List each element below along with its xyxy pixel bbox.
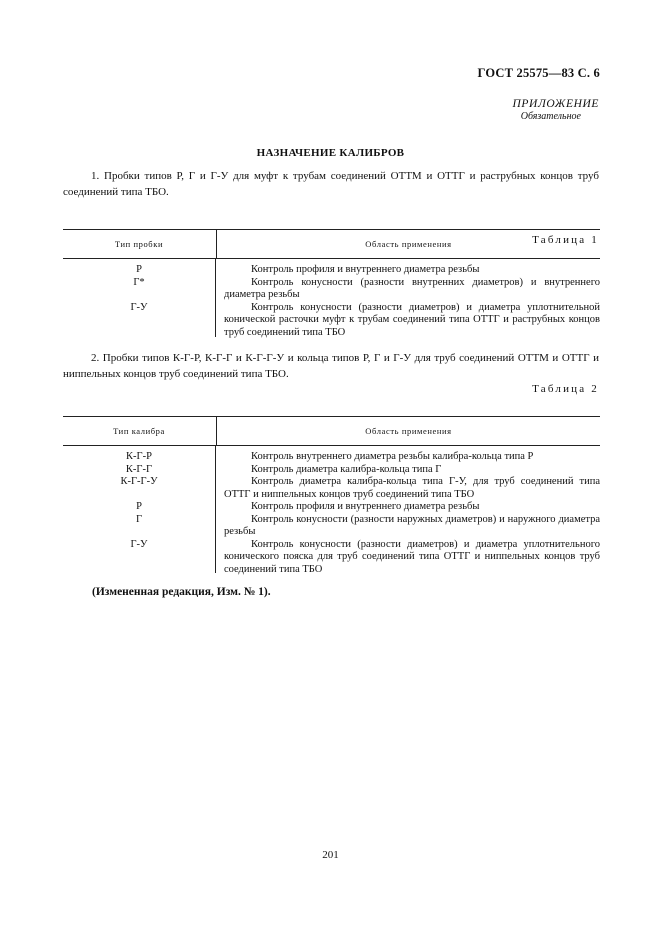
- table-row: [63, 277, 600, 302]
- table-cell-type: К-Г-Р: [126, 451, 152, 462]
- table-cell-usage: [215, 514, 600, 539]
- table-cell-usage-text: Контроль конусности (разности наружных диаметров) и наружного диаметра резьбы: [224, 513, 600, 537]
- table-2-col-type: Тип калибра: [113, 426, 165, 436]
- paragraph-2: [63, 350, 599, 382]
- table-1-body: [63, 259, 600, 337]
- table-cell-usage-text: Контроль диаметра калибра-кольца типа Г: [251, 463, 442, 475]
- table-row: [63, 539, 600, 577]
- standard-header: ГОСТ 25575—83 С. 6: [477, 66, 600, 80]
- page-number: 201: [322, 849, 339, 861]
- table-cell-usage: [215, 277, 600, 302]
- table-1: [63, 229, 600, 337]
- table-cell-type: Г-У: [130, 301, 148, 313]
- table-1-caption: Таблица 1: [532, 234, 599, 246]
- table-cell-usage-text: Контроль профиля и внутреннего диаметра резьбы: [251, 264, 480, 275]
- table-row: [63, 501, 600, 514]
- table-cell-type: К-Г-Г-У: [120, 476, 158, 487]
- table-2-col-usage: Область применения: [216, 417, 600, 445]
- table-cell-type: Р: [136, 501, 142, 512]
- amendment-note: (Измененная редакция, Изм. № 1).: [92, 586, 271, 598]
- table-2: [63, 416, 600, 573]
- table-row: [63, 476, 600, 501]
- table-cell-usage-text: Контроль профиля и внутреннего диаметра резьбы: [251, 501, 480, 512]
- table-2-caption: Таблица 2: [532, 383, 599, 395]
- table-cell-usage: [215, 302, 600, 340]
- table-cell-usage-text: Контроль конусности (разности диаметров) и диаметра уплотнительной конической расточки муфт к трубам соединений типа ОТТГ и раструбных концов труб соединений типа ТБО: [224, 301, 600, 338]
- table-cell-type: Г*: [133, 276, 145, 288]
- paragraph-1-text: 1. Пробки типов Р, Г и Г-У для муфт к трубам соединений ОТТМ и ОТТГ и раструбных концов труб соединений типа ТБО.: [63, 170, 599, 198]
- table-cell-usage: [215, 464, 600, 477]
- paragraph-2-text: 2. Пробки типов К-Г-Р, К-Г-Г и К-Г-Г-У и кольца типов Р, Г и Г-У для труб соединений ОТТМ и ОТТГ и ниппельных концов труб соединений типа ТБО.: [63, 352, 599, 380]
- table-1-col-type: Тип пробки: [114, 239, 164, 249]
- table-cell-usage-text: Контроль внутреннего диаметра резьбы калибра-кольца типа Р: [251, 451, 534, 462]
- table-cell-type: Г-У: [130, 538, 148, 550]
- table-cell-usage: [215, 501, 600, 514]
- appendix-label: ПРИЛОЖЕНИЕ: [512, 98, 599, 110]
- table-cell-usage: [215, 476, 600, 501]
- appendix-status: Обязательное: [520, 111, 581, 122]
- table-row: [63, 514, 600, 539]
- table-cell-type: К-Г-Г: [125, 463, 153, 475]
- page-title: НАЗНАЧЕНИЕ КАЛИБРОВ: [256, 147, 405, 159]
- table-cell-type: Р: [136, 264, 142, 275]
- table-cell-type: Г: [135, 513, 143, 525]
- table-cell-usage-text: Контроль диаметра калибра-кольца типа Г-У, для труб соединений типа ОТТГ и ниппельных концов труб соединений типа ТБО: [224, 476, 600, 500]
- table-row: [63, 302, 600, 340]
- table-row: [63, 464, 600, 477]
- table-1-header: [63, 229, 600, 259]
- table-row: [63, 264, 600, 277]
- table-cell-usage: [215, 264, 600, 277]
- table-cell-usage-text: Контроль конусности (разности диаметров) и диаметра уплотнительного конического пояска для труб соединений типа ОТТГ и ниппельных концов труб соединений типа ТБО: [224, 538, 600, 575]
- table-cell-usage-text: Контроль конусности (разности внутренних диаметров) и внутреннего диаметра резьбы: [224, 276, 600, 300]
- table-cell-usage: [215, 451, 600, 464]
- paragraph-1: [63, 168, 599, 200]
- table-1-col-usage: Область применения: [216, 230, 600, 258]
- appendix-block: [513, 98, 599, 122]
- table-2-header: [63, 416, 600, 446]
- table-cell-usage: [215, 539, 600, 577]
- table-row: [63, 451, 600, 464]
- table-2-body: [63, 446, 600, 573]
